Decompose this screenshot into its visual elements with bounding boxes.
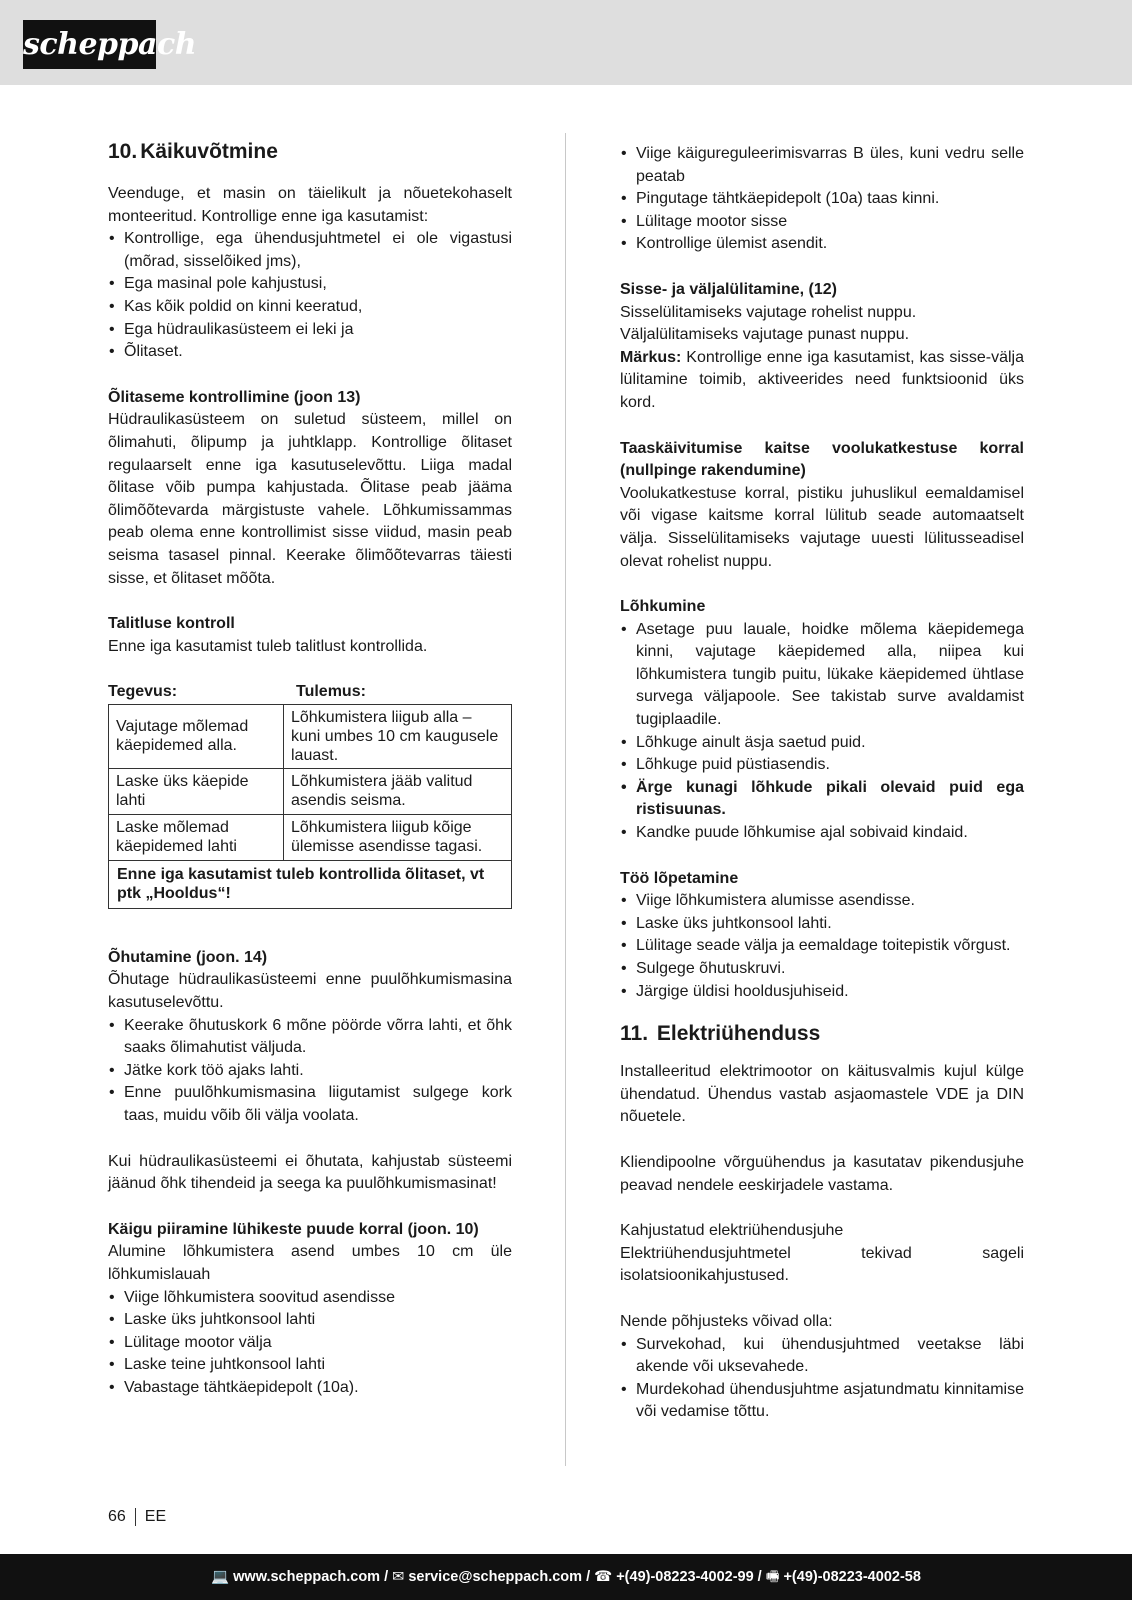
fax-icon: 🖷 [765,1569,780,1585]
electrical-list [620,1334,1024,1424]
column-header-action: Tegevus: [108,683,178,701]
electrical-text-3a: Kahjustatud elektriühendusjuhe [620,1222,844,1240]
table-cell-result: Lõhkumistera liigub alla – kuni umbes 10 cm kaugusele lauast. [284,704,512,768]
list-item: • Viige lõhkumistera alumisse asendisse. [620,890,1024,913]
function-check-heading: Talitluse kontroll [108,615,235,633]
list-item: • Lõhkuge puid püstiasendis. [620,754,1024,777]
list-item: • Enne puulõhkumismasina liigutamist sulgege kork taas, muidu võib õli välja voolata. [108,1082,512,1127]
restart-protection-text: Voolukatkestuse korral, pistiku juhuslikul eemaldamisel või vigase kaitsme korral lülitub seade automaatselt välja. Sisselülitamiseks vajutage uuesti lülitusseadisel olevat rohelist nuppu. [620,484,1024,570]
email-icon: ✉ [392,1569,405,1585]
phone-number: +(49)-08223-4002-99 / [616,1569,762,1585]
list-item: • Vabastage tähtkäepidepolt (10a). [108,1377,512,1400]
phone-icon: ☎ [594,1569,613,1585]
email-link[interactable]: service@scheppach.com / [408,1569,591,1585]
splitting-list [620,619,1024,845]
table-row [109,768,512,814]
computer-icon: 💻 [211,1569,230,1585]
table-row [109,860,512,908]
fax-number: +(49)-08223-4002-58 [783,1569,921,1585]
table-cell-action: Vajutage mõlemad käepidemed alla. [109,704,284,768]
stroke-limit-heading: Käigu piiramine lühikeste puude korral (joon. 10) [108,1220,479,1238]
on-off-off-text: Väljalülitamiseks vajutage punast nuppu. [620,326,910,344]
bleeding-warning: Kui hüdraulikasüsteemi ei õhutata, kahjustab süsteemi jäänud õhk tihendeid ja seega ka puulõhkumismasinat! [108,1152,512,1193]
list-item: • Lülitage seade välja ja eemaldage toitepistik võrgust. [620,935,1024,958]
list-item: • Õlitaset. [108,341,512,364]
section-title-commissioning: 10. Käikuvõtmine [108,140,278,163]
on-off-on-text: Sisselülitamiseks vajutage rohelist nuppu. [620,303,917,321]
list-item: • Keerake õhutuskork 6 mõne pöörde võrra lahti, et õhk saaks õlimahutist väljuda. [108,1015,512,1060]
language-code: EE [144,1508,167,1525]
bleeding-list [108,1015,512,1128]
electrical-text-4: Nende põhjusteks võivad olla: [620,1312,833,1330]
table-cell-result: Lõhkumistera jääb valitud asendis seisma. [284,768,512,814]
list-item: • Järgige üldisi hooldusjuhiseid. [620,981,1024,1004]
contact-footer [0,1554,1132,1600]
list-item: • Laske üks juhtkonsool lahti [108,1309,512,1332]
stroke-limit-list [108,1287,512,1400]
list-item: • Laske üks juhtkonsool lahti. [620,913,1024,936]
left-column [108,135,512,1400]
list-item: • Laske teine juhtkonsool lahti [108,1354,512,1377]
list-item: • Jätke kork töö ajaks lahti. [108,1060,512,1083]
electrical-text-1: Installeeritud elektrimootor on käitusvalmis kujul külge ühendatud. Ühendus vastab asjaomastele VDE ja DIN nõuetele. [620,1063,1024,1126]
list-item: • Viige lõhkumistera soovitud asendisse [108,1287,512,1310]
table-cell-action: Laske mõlemad käepidemed lahti [109,814,284,860]
note-text: Kontrollige enne iga kasutamist, kas sisse-välja lülitamine toimib, aktiveerides need funktsioonid üks kord. [620,348,1024,411]
on-off-note [620,347,1024,415]
list-item: • Lülitage mootor välja [108,1332,512,1355]
end-work-heading: Töö lõpetamine [620,869,739,887]
table-cell-result: Lõhkumistera liigub kõige ülemisse asendisse tagasi. [284,814,512,860]
section-title-electrical: 11. Elektriühenduss [620,1022,821,1046]
list-item: • Viige käigureguleerimisvarras B üles, kuni vedru selle peatab [620,143,1024,188]
page-number-value: 66 [108,1508,126,1525]
column-header-result: Tulemus: [296,683,366,701]
website-link[interactable]: www.scheppach.com / [233,1569,389,1585]
electrical-text-3b: Elektriühendusjuhtmetel tekivad sageli isolatsioonikahjustused. [620,1244,1024,1285]
list-item: • Lülitage mootor sisse [620,211,1024,234]
list-item: • Pingutage tähtkäepidepolt (10a) taas kinni. [620,188,1024,211]
oil-level-heading: Õlitaseme kontrollimine (joon 13) [108,388,361,406]
page-number [108,1506,166,1528]
function-check-text: Enne iga kasutamist tuleb talitlust kontrollida. [108,637,428,655]
list-item: • Kontrollige ülemist asendit. [620,233,1024,256]
scheppach-logo: scheppach [23,20,156,69]
electrical-text-2: Kliendipoolne võrguühendus ja kasutatav pikendusjuhe peavad nendele eeskirjadele vastama. [620,1153,1024,1194]
list-item: • Kandke puude lõhkumise ajal sobivaid kindaid. [620,822,1024,845]
list-item: • Lõhkuge ainult äsja saetud puid. [620,732,1024,755]
table-note: Enne iga kasutamist tuleb kontrollida õlitaset, vt ptk „Hooldus“! [109,860,512,908]
end-work-list [620,890,1024,1003]
splitting-heading: Lõhkumine [620,598,706,616]
list-item-warning: • Ärge kunagi lõhkude pikali olevaid puid ega ristisuunas. [620,777,1024,822]
table-cell-action: Laske üks käepide lahti [109,768,284,814]
list-item: • Ega hüdraulikasüsteem ei leki ja [108,319,512,342]
bleeding-heading: Õhutamine (joon. 14) [108,948,268,966]
bleeding-text: Õhutage hüdraulikasüsteemi enne puulõhkumismasina kasutuselevõttu. [108,971,512,1012]
list-item: • Survekohad, kui ühendusjuhtmed veetakse läbi akende või uksevahede. [620,1334,1024,1379]
table-row [109,814,512,860]
column-divider [565,133,566,1466]
note-label: Märkus: [620,348,682,366]
on-off-heading: Sisse- ja väljalülitamine, (12) [620,280,837,298]
list-item: • Murdekohad ühendusjuhtme asjatundmatu kinnitamise või vedamise tõttu. [620,1379,1024,1424]
list-item: • Ega masinal pole kahjustusi, [108,273,512,296]
header-bar [0,0,1132,85]
stroke-limit-list-continued [620,143,1024,256]
list-item: • Kas kõik poldid on kinni keeratud, [108,296,512,319]
intro-list [108,228,512,364]
stroke-limit-text: Alumine lõhkumistera asend umbes 10 cm üle lõhkumislauah [108,1243,512,1283]
restart-protection-heading: Taaskäivitumise kaitse voolukatkestuse korral (nullpinge rakendumine) [620,439,1024,480]
page-separator [135,1508,136,1526]
table-row [109,704,512,768]
oil-level-text: Hüdraulikasüsteem on suletud süsteem, millel on õlimahuti, õlipump ja juhtklapp. Kontrollige õlitaset regulaarselt enne iga kasutuselevõttu. Liiga madal õlitase võib pumpa kahjustada. Õlitase peab jääma õlimõõtevarda märgistuste vahele. Lõhkumissammas peab olema enne kontrollimist sisse viidud, masin peab seisma tasasel pinnal. Keerake õlimõõtevarras täiesti sisse, et õlitaset mõõta. [108,411,512,587]
list-item: • Sulgege õhutuskruvi. [620,958,1024,981]
list-item: • Kontrollige, ega ühendusjuhtmetel ei ole vigastusi (mõrad, sisselõiked jms), [108,228,512,273]
right-column [620,143,1024,1424]
list-item: • Asetage puu lauale, hoidke mõlema käepidemega kinni, vajutage käepidemed alla, niipea kui lõhkumistera tungib puitu, lükake käepidemed ühtlase survega väljapoole. See takistab surve avaldamist tugiplaadile. [620,619,1024,732]
function-table-header [108,681,512,704]
intro-text: Veenduge, et masin on täielikult ja nõuetekohaselt monteeritud. Kontrollige enne iga kasutamist: [108,185,512,225]
function-check-table [108,704,512,909]
